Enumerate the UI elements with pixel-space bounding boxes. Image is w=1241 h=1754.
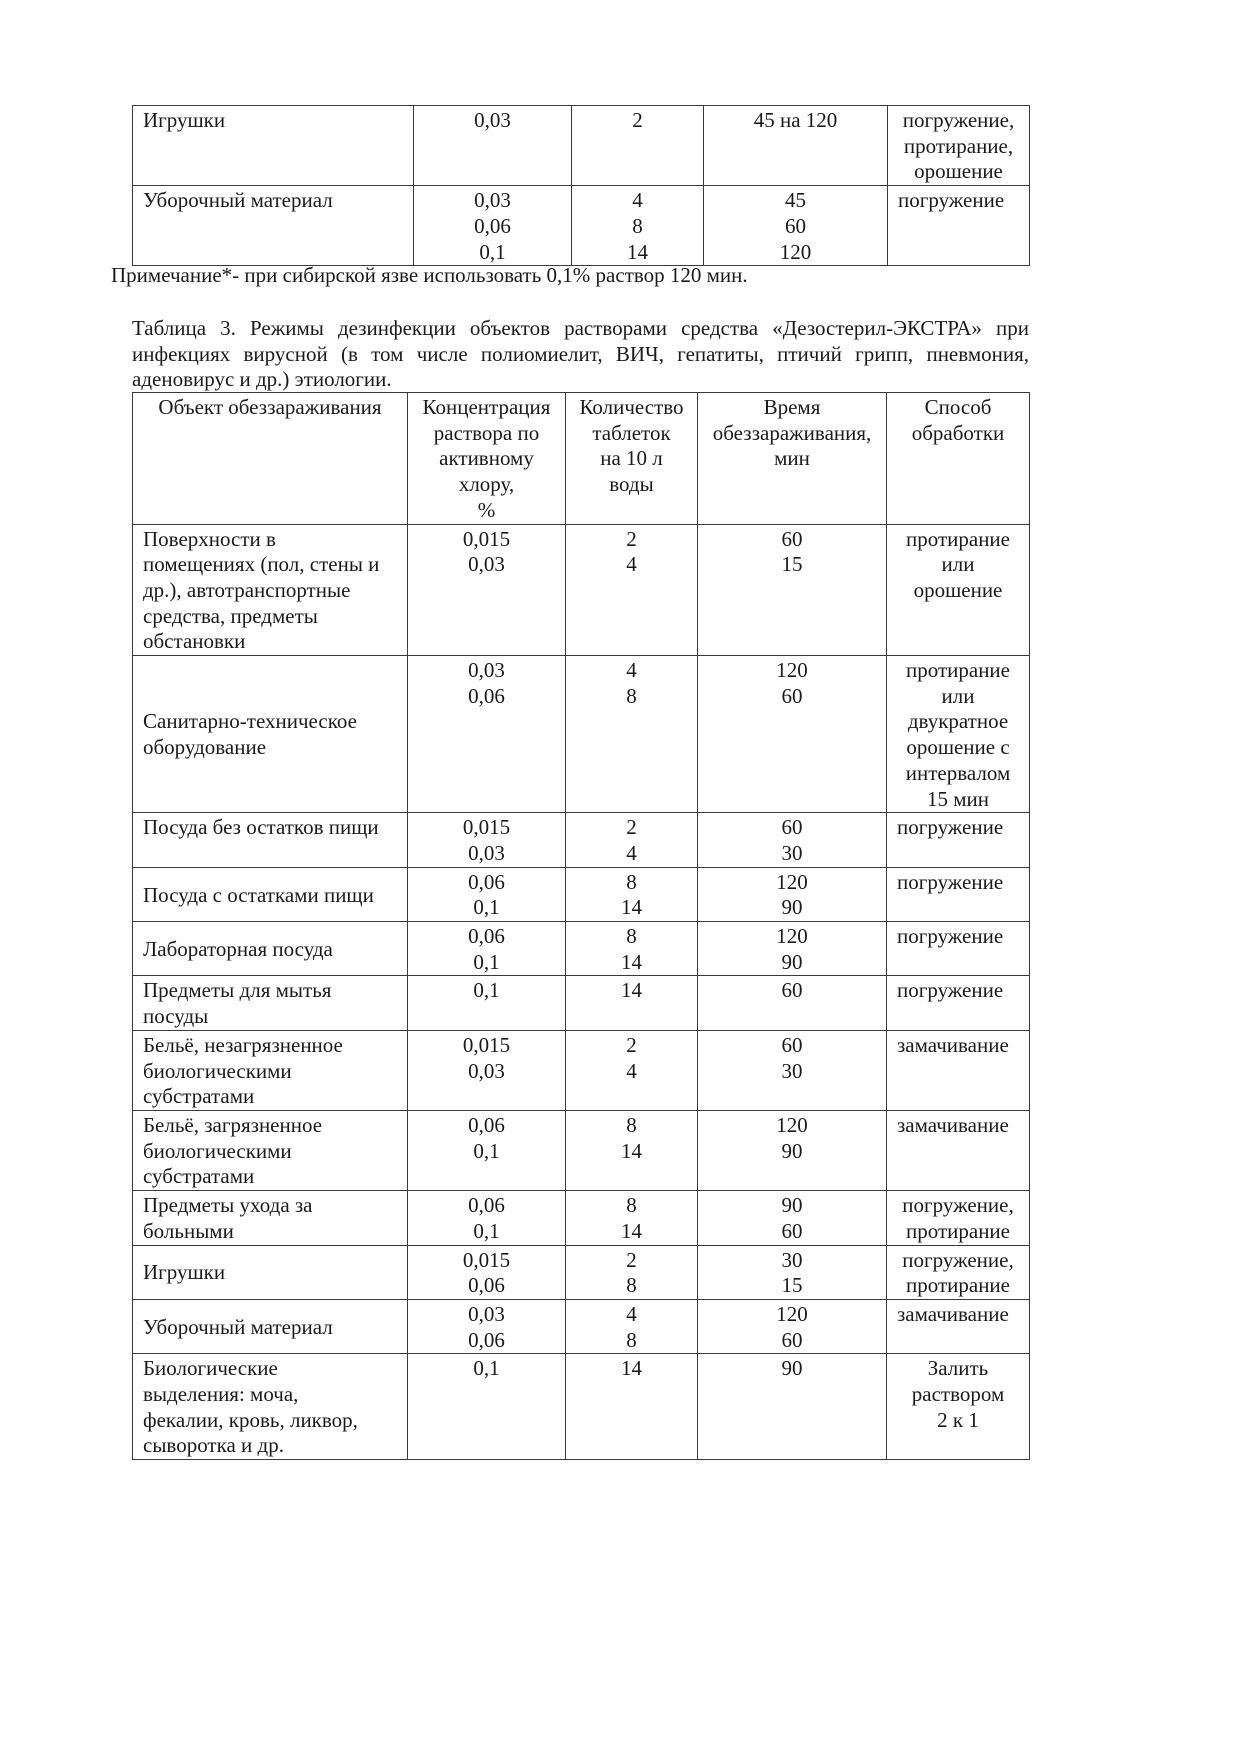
cell-line: 0,06 [468,1327,505,1352]
previous-table-body [133,106,1030,266]
cell-line: сыворотка и др. [143,1433,284,1458]
cell-line: 45 на 120 [753,108,838,132]
cell-line: Количество [579,395,684,419]
cell-line: Бельё, незагрязненное [143,1032,343,1057]
cell-object [133,1354,408,1460]
cell-concentration [408,976,566,1030]
cell-line: 4 [626,840,637,865]
cell-line: 120 [776,1112,808,1137]
cell-line: 0,03 [474,188,511,213]
cell-line: 90 [781,1356,803,1381]
cell-tablets [566,922,698,976]
cell-line: 120 [776,1301,808,1326]
cell-line: 60 [781,683,803,708]
cell-line: 2 [632,108,643,132]
cell-line: замачивание [897,1301,1009,1326]
cell-line: Бельё, загрязненное [143,1112,323,1137]
cell-method [888,186,1030,266]
cell-tablets [566,1354,698,1460]
table3-header-row [133,393,1030,525]
cell-line: 0,06 [468,1112,505,1137]
cell-line: 0,03 [468,840,505,865]
cell-concentration [414,186,572,266]
table-row [133,524,1030,656]
cell-line: 90 [781,949,803,974]
cell-line: 0,06 [468,924,505,949]
cell-line: 30 [781,840,803,865]
cell-line: орошение [913,577,1003,602]
cell-line: 14 [621,1218,642,1243]
cell-object [133,1191,408,1245]
header-concentration [408,393,566,525]
cell-line: субстратами [143,1084,255,1109]
cell-object [133,1110,408,1190]
header-object [133,393,408,525]
cell-line: 8 [626,1193,637,1218]
cell-line: воды [609,472,654,497]
cell-object [133,524,408,656]
cell-tablets [566,976,698,1030]
cell-line: раствором [911,1382,1005,1407]
cell-object [133,106,414,186]
cell-time [698,656,887,813]
cell-line: раствора по [433,420,540,445]
table-row [133,656,1030,813]
cell-time [704,186,888,266]
cell-line: 120 [776,924,808,949]
cell-line: 90 [781,895,803,920]
cell-line: больными [143,1218,234,1243]
cell-method [887,976,1030,1030]
cell-concentration [408,867,566,921]
cell-line: 0,1 [473,895,500,920]
cell-method [887,524,1030,656]
cell-line: протирание [906,658,1010,683]
cell-line: 0,06 [468,1273,505,1298]
cell-concentration [408,1299,566,1353]
cell-line: 14 [627,239,648,264]
cell-method [887,1354,1030,1460]
cell-line: 0,06 [468,683,505,708]
cell-line: 4 [626,1058,637,1083]
cell-method [887,1030,1030,1110]
cell-line: 0,06 [468,1193,505,1218]
cell-line: Игрушки [143,108,226,132]
cell-object [133,813,408,867]
cell-line: погружение, [902,108,1015,132]
cell-line: протирание [906,1273,1010,1298]
cell-line: двукратное [907,709,1009,734]
cell-line: Залить [927,1356,989,1381]
cell-concentration [408,922,566,976]
cell-time [698,524,887,656]
cell-line: посуды [143,1004,209,1029]
cell-line: 0,1 [473,949,500,974]
cell-method [887,1245,1030,1299]
cell-line: протирание, [903,133,1014,158]
cell-line: погружение [897,924,1004,949]
cell-line: обстановки [143,629,246,654]
cell-line: 0,1 [473,1218,500,1243]
cell-line: 0,03 [468,552,505,577]
cell-time [698,867,887,921]
cell-line: Поверхности в [143,526,276,551]
cell-line: 15 [781,552,803,577]
cell-line: 8 [626,869,637,894]
cell-method [887,1191,1030,1245]
table-row [133,1245,1030,1299]
table-row [133,813,1030,867]
header-tablets [566,393,698,525]
table-row [133,1354,1030,1460]
cell-tablets [566,1030,698,1110]
cell-line: 0,06 [474,213,511,238]
cell-line: орошение [914,159,1003,184]
table3-caption: Таблица 3. Режимы дезинфекции объектов растворами средства «Дезостерил-ЭКСТРА» при инфекциях вирусной (в том числе полиомиелит, ВИЧ, гепатиты, птичий грипп, пневмония, аденовирус и др.) этиологии. [132,316,1029,392]
cell-time [698,1030,887,1110]
cell-tablets [566,867,698,921]
cell-line: 2 [626,815,637,840]
cell-line: 14 [621,1356,642,1381]
cell-line: Предметы ухода за [143,1193,313,1218]
cell-time [698,1354,887,1460]
cell-tablets [566,1245,698,1299]
cell-line: 0,1 [473,978,500,1003]
cell-line: Биологические [143,1356,278,1381]
cell-line: орошение с [906,735,1010,760]
cell-time [698,1245,887,1299]
cell-line: 14 [621,978,642,1003]
cell-object [133,1030,408,1110]
cell-line: 0,03 [468,1301,505,1326]
header-method [887,393,1030,525]
cell-line: Уборочный материал [143,188,333,213]
cell-line: 8 [626,1112,637,1137]
cell-line: 60 [781,815,803,840]
cell-line: Уборочный материал [143,1314,333,1339]
cell-object [133,1299,408,1353]
cell-time [704,106,888,186]
cell-method [887,922,1030,976]
table-row [133,1191,1030,1245]
cell-line: 60 [781,1032,803,1057]
cell-object [133,867,408,921]
cell-line: Лабораторная посуда [143,936,333,961]
cell-concentration [408,656,566,813]
cell-line: средства, предметы [143,603,318,628]
cell-line: 14 [621,949,642,974]
cell-line: Концентрация [422,395,551,419]
cell-line: помещениях (пол, стены и [143,552,380,577]
cell-time [698,1191,887,1245]
table-row [133,186,1030,266]
table-row [133,106,1030,186]
cell-line: 45 [785,188,806,213]
cell-line: погружение [897,815,1004,840]
cell-line: 0,015 [462,526,511,551]
cell-method [888,106,1030,186]
cell-time [698,1110,887,1190]
table-note: Примечание*- при сибирской язве использовать 0,1% раствор 120 мин. [111,263,748,287]
cell-line: 90 [781,1193,803,1218]
table-row [133,1110,1030,1190]
cell-line: биологическими [143,1138,292,1163]
cell-line: 2 [626,1032,637,1057]
cell-line: или [941,552,975,577]
cell-line: 0,015 [462,815,511,840]
cell-line: Объект обеззараживания [158,395,382,419]
cell-tablets [566,524,698,656]
cell-object [133,656,408,813]
cell-line: 0,03 [468,1058,505,1083]
cell-line: погружение [898,188,1005,213]
cell-line: протирание [906,1218,1010,1243]
previous-table [132,105,1030,266]
table3-body [133,524,1030,1460]
cell-concentration [408,1191,566,1245]
cell-line: оборудование [143,735,267,760]
cell-concentration [408,524,566,656]
cell-line: др.), автотранспортные [143,577,351,602]
cell-tablets [572,186,704,266]
cell-line: 2 [626,1247,637,1272]
cell-line: 60 [785,213,806,238]
cell-line: 0,03 [474,108,511,132]
cell-line: 8 [632,213,643,238]
cell-line: погружение [897,978,1004,1003]
cell-line: 120 [776,658,808,683]
cell-line: погружение, [902,1193,1014,1218]
cell-line: протирание [906,526,1010,551]
cell-concentration [408,1110,566,1190]
cell-line: 0,03 [468,658,505,683]
cell-concentration [408,1354,566,1460]
cell-line: на 10 л [600,446,663,471]
table-row [133,867,1030,921]
cell-line: активному [439,446,534,471]
cell-tablets [566,813,698,867]
cell-object [133,976,408,1030]
cell-line: 14 [621,895,642,920]
cell-time [698,976,887,1030]
cell-line: 2 к 1 [937,1407,979,1432]
cell-line: 8 [626,1327,637,1352]
header-time [698,393,887,525]
cell-object [133,186,414,266]
cell-line: интервалом [905,760,1011,785]
cell-line: 4 [632,188,643,213]
cell-time [698,1299,887,1353]
cell-line: Санитарно-техническое [143,709,357,734]
cell-line: 15 мин [926,786,989,811]
cell-method [887,1110,1030,1190]
cell-line: 0,015 [462,1247,511,1272]
cell-line: 4 [626,552,637,577]
cell-method [887,867,1030,921]
cell-line: 30 [781,1058,803,1083]
cell-line: Предметы для мытья [143,978,332,1003]
cell-tablets [566,1191,698,1245]
cell-line: 60 [781,1327,803,1352]
cell-method [887,813,1030,867]
cell-line: 30 [781,1247,803,1272]
cell-tablets [566,656,698,813]
cell-line: обработки [911,420,1005,445]
cell-line: 0,015 [462,1032,511,1057]
cell-line: 8 [626,924,637,949]
table-row [133,1030,1030,1110]
cell-line: мин [774,446,810,471]
cell-line: 90 [781,1138,803,1163]
cell-tablets [566,1110,698,1190]
cell-line: 0,1 [479,239,506,264]
cell-line: замачивание [897,1112,1009,1137]
cell-line: 2 [626,526,637,551]
cell-time [698,813,887,867]
cell-line: % [477,497,496,522]
cell-line: обеззараживания, [712,420,872,445]
cell-concentration [408,1030,566,1110]
cell-line: Посуда с остатками пищи [143,882,374,907]
cell-line: таблеток [592,420,671,445]
cell-tablets [566,1299,698,1353]
cell-line: 0,1 [473,1138,500,1163]
cell-line: 60 [781,1218,803,1243]
cell-object [133,1245,408,1299]
cell-object [133,922,408,976]
cell-line: Время [763,395,821,419]
cell-line: Способ [924,395,992,419]
cell-method [887,1299,1030,1353]
cell-line: или [941,683,975,708]
cell-time [698,922,887,976]
cell-line: хлору, [458,472,515,497]
cell-method [887,656,1030,813]
cell-line: 15 [781,1273,803,1298]
cell-line: 120 [779,239,812,264]
cell-line: субстратами [143,1164,255,1189]
cell-line: 60 [781,526,803,551]
cell-line: выделения: моча, [143,1382,299,1407]
cell-concentration [414,106,572,186]
table-row [133,976,1030,1030]
cell-line: 0,1 [473,1356,500,1381]
cell-line: 14 [621,1138,642,1163]
cell-concentration [408,813,566,867]
table3 [132,392,1030,1460]
cell-line: погружение, [902,1247,1014,1272]
table-row [133,922,1030,976]
cell-line: Посуда без остатков пищи [143,815,379,840]
cell-line: Игрушки [143,1260,226,1285]
cell-concentration [408,1245,566,1299]
cell-line: 4 [626,1301,637,1326]
table-row [133,1299,1030,1353]
cell-line: 4 [626,658,637,683]
cell-line: замачивание [897,1032,1009,1057]
cell-line: 8 [626,683,637,708]
cell-line: 8 [626,1273,637,1298]
cell-line: биологическими [143,1058,292,1083]
cell-line: 60 [781,978,803,1003]
cell-line: погружение [897,869,1004,894]
cell-tablets [572,106,704,186]
cell-line: 120 [776,869,808,894]
cell-line: фекалии, кровь, ликвор, [143,1407,358,1432]
cell-line: 0,06 [468,869,505,894]
